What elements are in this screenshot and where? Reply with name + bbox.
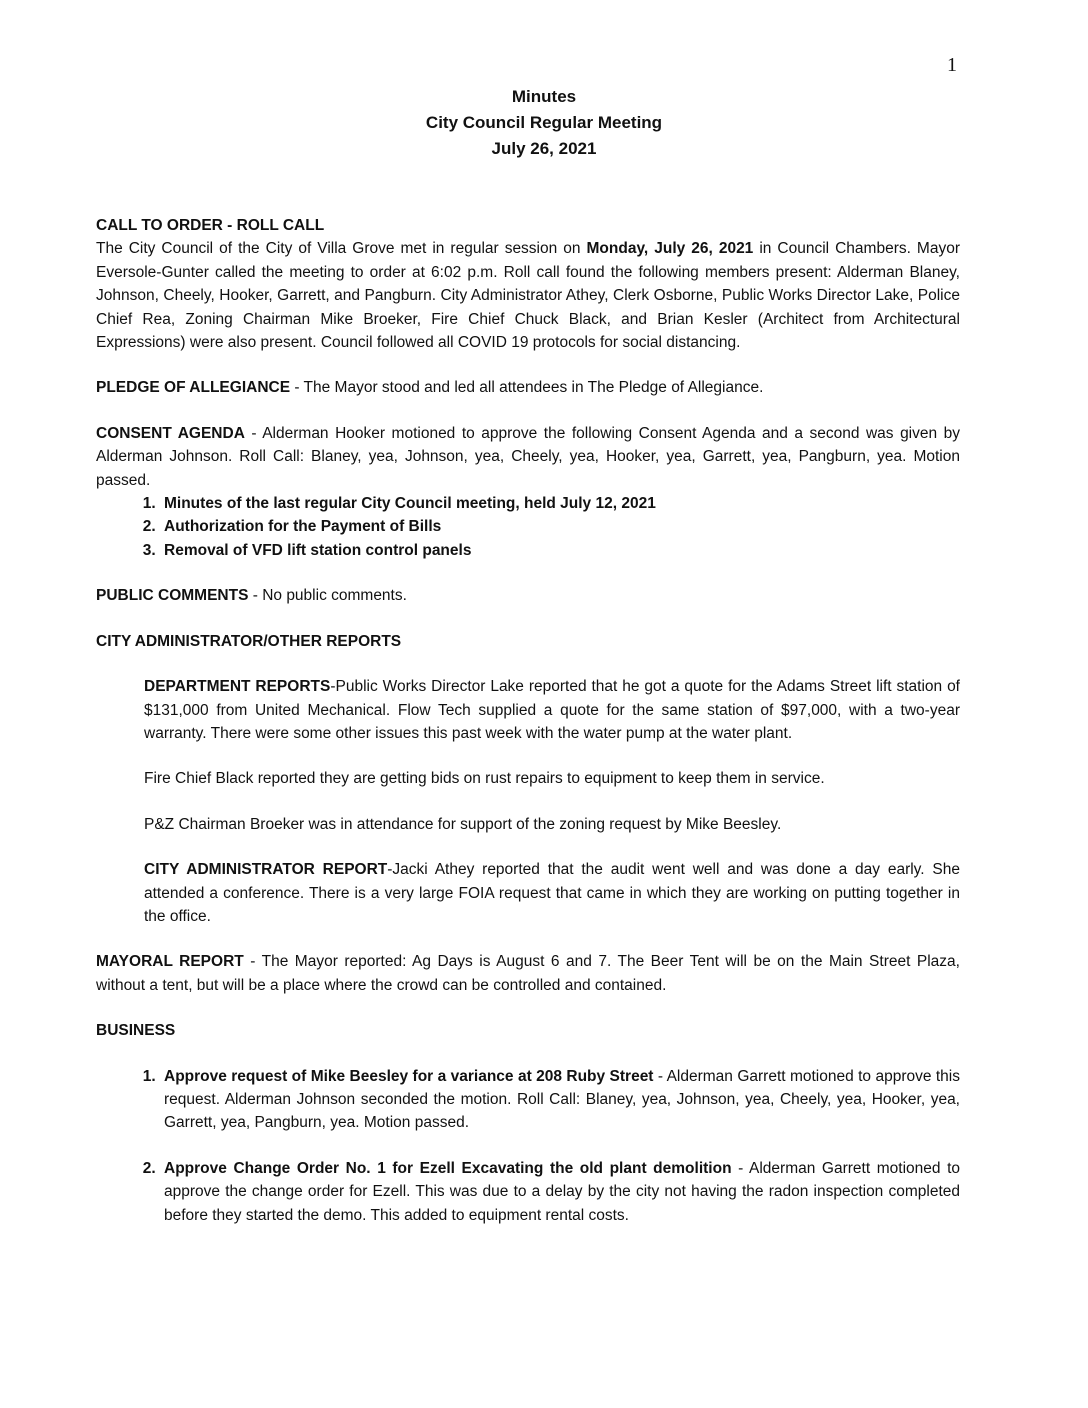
consent-agenda-label: CONSENT AGENDA — [96, 424, 245, 442]
call-to-order-text-2: in Council Chambers. Mayor Eversole-Gunter called the meeting to order at 6:02 p.m. Roll call found the following members present: Alderman Blaney, Johnson, Cheely, Hooker, Garrett, and Pangburn. City Administrator Athey, Clerk Osborne, Public Works Director Lake, Police Chief Rea, Zoning Chairman Mike Broeker, Fire Chief Chuck Black, and Brian Kesler (Architect from Architectural Expressions) were also present. Council followed all COVID 19 protocols for social distancing. — [96, 240, 960, 352]
spacer — [96, 1043, 960, 1065]
list-item — [160, 1065, 960, 1135]
document-title — [0, 84, 1088, 162]
page-number: 1 — [947, 54, 957, 76]
public-comments-text: - No public comments. — [248, 587, 407, 605]
city-administrator-paragraph — [144, 858, 960, 928]
meeting-date: Monday, July 26, 2021 — [586, 240, 754, 258]
pledge-paragraph — [96, 376, 960, 399]
business-item-title: Approve Change Order No. 1 for Ezell Excavating the old plant demolition — [164, 1159, 732, 1177]
list-item — [160, 1157, 960, 1227]
business-item-text: - Alderman Garrett motioned to approve this request. Alderman Johnson seconded the motion. Roll Call: Blaney, yea, Johnson, yea, Cheely, yea, Hooker, yea, Garrett, yea, Pangburn, yea. Motion passed. — [164, 1067, 960, 1132]
list-item: 2. Authorization for the Payment of Bills — [160, 515, 960, 538]
business-item-title: Approve request of Mike Beesley for a variance at 208 Ruby Street — [164, 1067, 654, 1085]
pz-chairman-paragraph: P&Z Chairman Broeker was in attendance for support of the zoning request by Mike Beesley. — [144, 815, 782, 833]
department-reports-paragraph — [144, 675, 960, 745]
city-administrator-label: CITY ADMINISTRATOR REPORT — [144, 861, 388, 879]
call-to-order-text-1: The City Council of the City of Villa Grove met in regular session on — [96, 240, 587, 258]
spacer — [96, 653, 960, 675]
title-line-2: City Council Regular Meeting — [425, 113, 663, 132]
reports-section — [96, 675, 960, 928]
business-heading: BUSINESS — [96, 1022, 176, 1040]
list-item: 1. Minutes of the last regular City Council meeting, held July 12, 2021 — [160, 492, 960, 515]
business-item-text: - Alderman Garrett motioned to approve the change order for Ezell. This was due to a delay by the city not having the radon inspection completed before they started the demo. This added to equipment rental costs. — [164, 1159, 960, 1224]
city-administrator-text: -Jacki Athey reported that the audit went well and was done a day early. She attended a conference. There is a very large FOIA request that came in which they are working on putting together in the office. — [144, 861, 960, 925]
pledge-label: PLEDGE OF ALLEGIANCE — [96, 379, 291, 397]
reports-heading: CITY ADMINISTRATOR/OTHER REPORTS — [96, 632, 402, 650]
minutes-body — [96, 214, 960, 1249]
mayoral-report-text: - The Mayor reported: Ag Days is August 6 and 7. The Beer Tent will be on the Main Street Plaza, without a tent, but will be a place where the crowd can be controlled and contained. — [96, 953, 960, 994]
mayoral-report-label: MAYORAL REPORT — [96, 953, 244, 971]
list-item: 3. Removal of VFD lift station control panels — [160, 539, 960, 562]
fire-chief-paragraph: Fire Chief Black reported they are getting bids on rust repairs to equipment to keep them in service. — [144, 770, 825, 788]
title-line-1: Minutes — [511, 87, 577, 106]
call-to-order-paragraph — [96, 237, 960, 354]
public-comments-label: PUBLIC COMMENTS — [96, 587, 249, 605]
department-reports-label: DEPARTMENT REPORTS — [144, 678, 331, 696]
call-to-order-heading: CALL TO ORDER - ROLL CALL — [96, 217, 325, 234]
pledge-text: - The Mayor stood and led all attendees in The Pledge of Allegiance. — [290, 379, 764, 397]
consent-agenda-list — [96, 492, 960, 562]
title-line-3: July 26, 2021 — [491, 139, 597, 158]
department-reports-text: -Public Works Director Lake reported that he got a quote for the Adams Street lift station of $131,000 from United Mechanical. Flow Tech supplied a quote for the same station of $97,000, with a two-year warranty. There were some other issues this past week with the water pump at the water plant. — [144, 678, 960, 742]
consent-agenda-paragraph — [96, 422, 960, 492]
business-list — [96, 1065, 960, 1227]
mayoral-report-paragraph — [96, 950, 960, 997]
consent-agenda-text: - Alderman Hooker motioned to approve the following Consent Agenda and a second was given by Alderman Johnson. Roll Call: Blaney, yea, Johnson, yea, Cheely, yea, Hooker, yea, Garrett, yea, Pangburn, yea. Motion passed. — [96, 424, 960, 489]
public-comments-paragraph — [96, 584, 960, 607]
